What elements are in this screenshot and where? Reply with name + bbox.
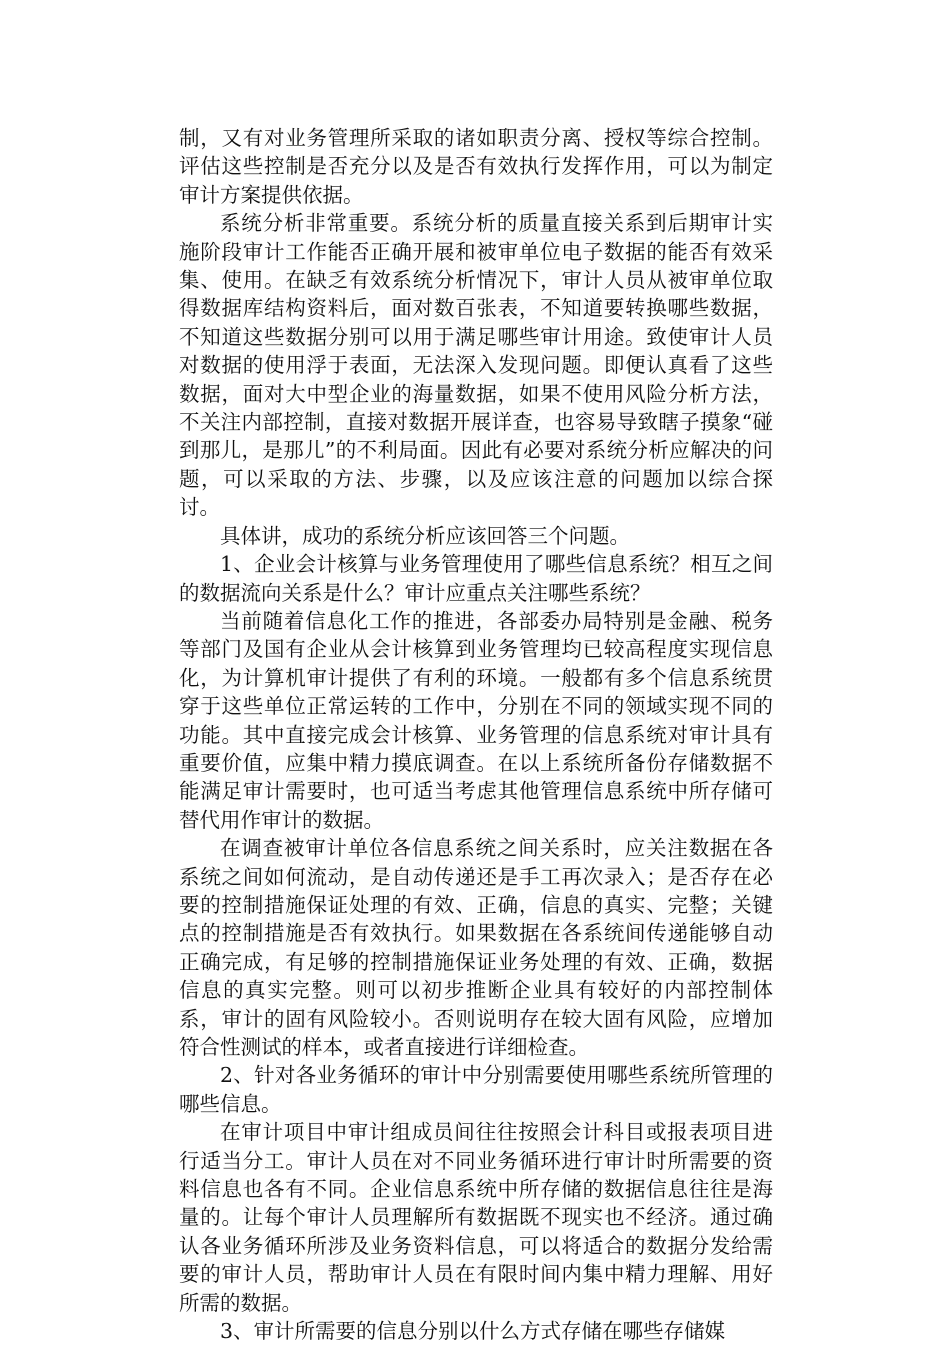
paragraph-8: 在审计项目中审计组成员间往往按照会计科目或报表项目进行适当分工。审计人员在对不同业务循环进行审计时所需要的资料信息也各有不同。企业信息系统中所存储的数据信息往往是海量的。让每个审计人员理解所有数据既不现实也不经济。通过确认各业务循环所涉及业务资料信息，可以将适合的数据分发给需要的审计人员，帮助审计人员在有限时间内集中精力理解、用好所需的数据。 xyxy=(179,1120,773,1315)
document-body xyxy=(179,124,773,1345)
paragraph-1: 制，又有对业务管理所采取的诸如职责分离、授权等综合控制。评估这些控制是否充分以及是否有效执行发挥作用，可以为制定审计方案提供依据。 xyxy=(179,126,773,207)
paragraph-9: 3、审计所需要的信息分别以什么方式存储在哪些存储媒 xyxy=(220,1319,726,1344)
paragraph-5: 当前随着信息化工作的推进，各部委办局特别是金融、税务等部门及国有企业从会计核算到业务管理均已较高程度实现信息化，为计算机审计提供了有利的环境。一般都有多个信息系统贯穿于这些单位正常运转的工作中，分别在不同的领域实现不同的功能。其中直接完成会计核算、业务管理的信息系统对审计具有重要价值，应集中精力摸底调查。在以上系统所备份存储数据不能满足审计需要时，也可适当考虑其他管理信息系统中所存储可替代用作审计的数据。 xyxy=(179,608,773,832)
paragraph-4: 1、企业会计核算与业务管理使用了哪些信息系统？相互之间的数据流向关系是什么？审计应重点关注哪些系统？ xyxy=(179,552,773,605)
paragraph-6: 在调查被审计单位各信息系统之间关系时，应关注数据在各系统之间如何流动，是自动传递还是手工再次录入；是否存在必要的控制措施保证处理的有效、正确，信息的真实、完整；关键点的控制措施是否有效执行。如果数据在各系统间传递能够自动正确完成，有足够的控制措施保证业务处理的有效、正确，数据信息的真实完整。则可以初步推断企业具有较好的内部控制体系，审计的固有风险较小。否则说明存在较大固有风险，应增加符合性测试的样本，或者直接进行详细检查。 xyxy=(179,836,773,1059)
paragraph-3: 具体讲，成功的系统分析应该回答三个问题。 xyxy=(220,523,630,548)
paragraph-2: 系统分析非常重要。系统分析的质量直接关系到后期审计实施阶段审计工作能否正确开展和被审单位电子数据的能否有效采集、使用。在缺乏有效系统分析情况下，审计人员从被审单位取得数据库结构资料后，面对数百张表，不知道要转换哪些数据，不知道这些数据分别可以用于满足哪些审计用途。致使审计人员对数据的使用浮于表面，无法深入发现问题。即便认真看了这些数据，面对大中型企业的海量数据，如果不使用风险分析方法，不关注内部控制，直接对数据开展详查，也容易导致瞎子摸象“碰到那儿，是那儿”的不利局面。因此有必要对系统分析应解决的问题，可以采取的方法、步骤，以及应该注意的问题加以综合探讨。 xyxy=(179,211,773,520)
paragraph-7: 2、针对各业务循环的审计中分别需要使用哪些系统所管理的哪些信息。 xyxy=(179,1063,773,1116)
